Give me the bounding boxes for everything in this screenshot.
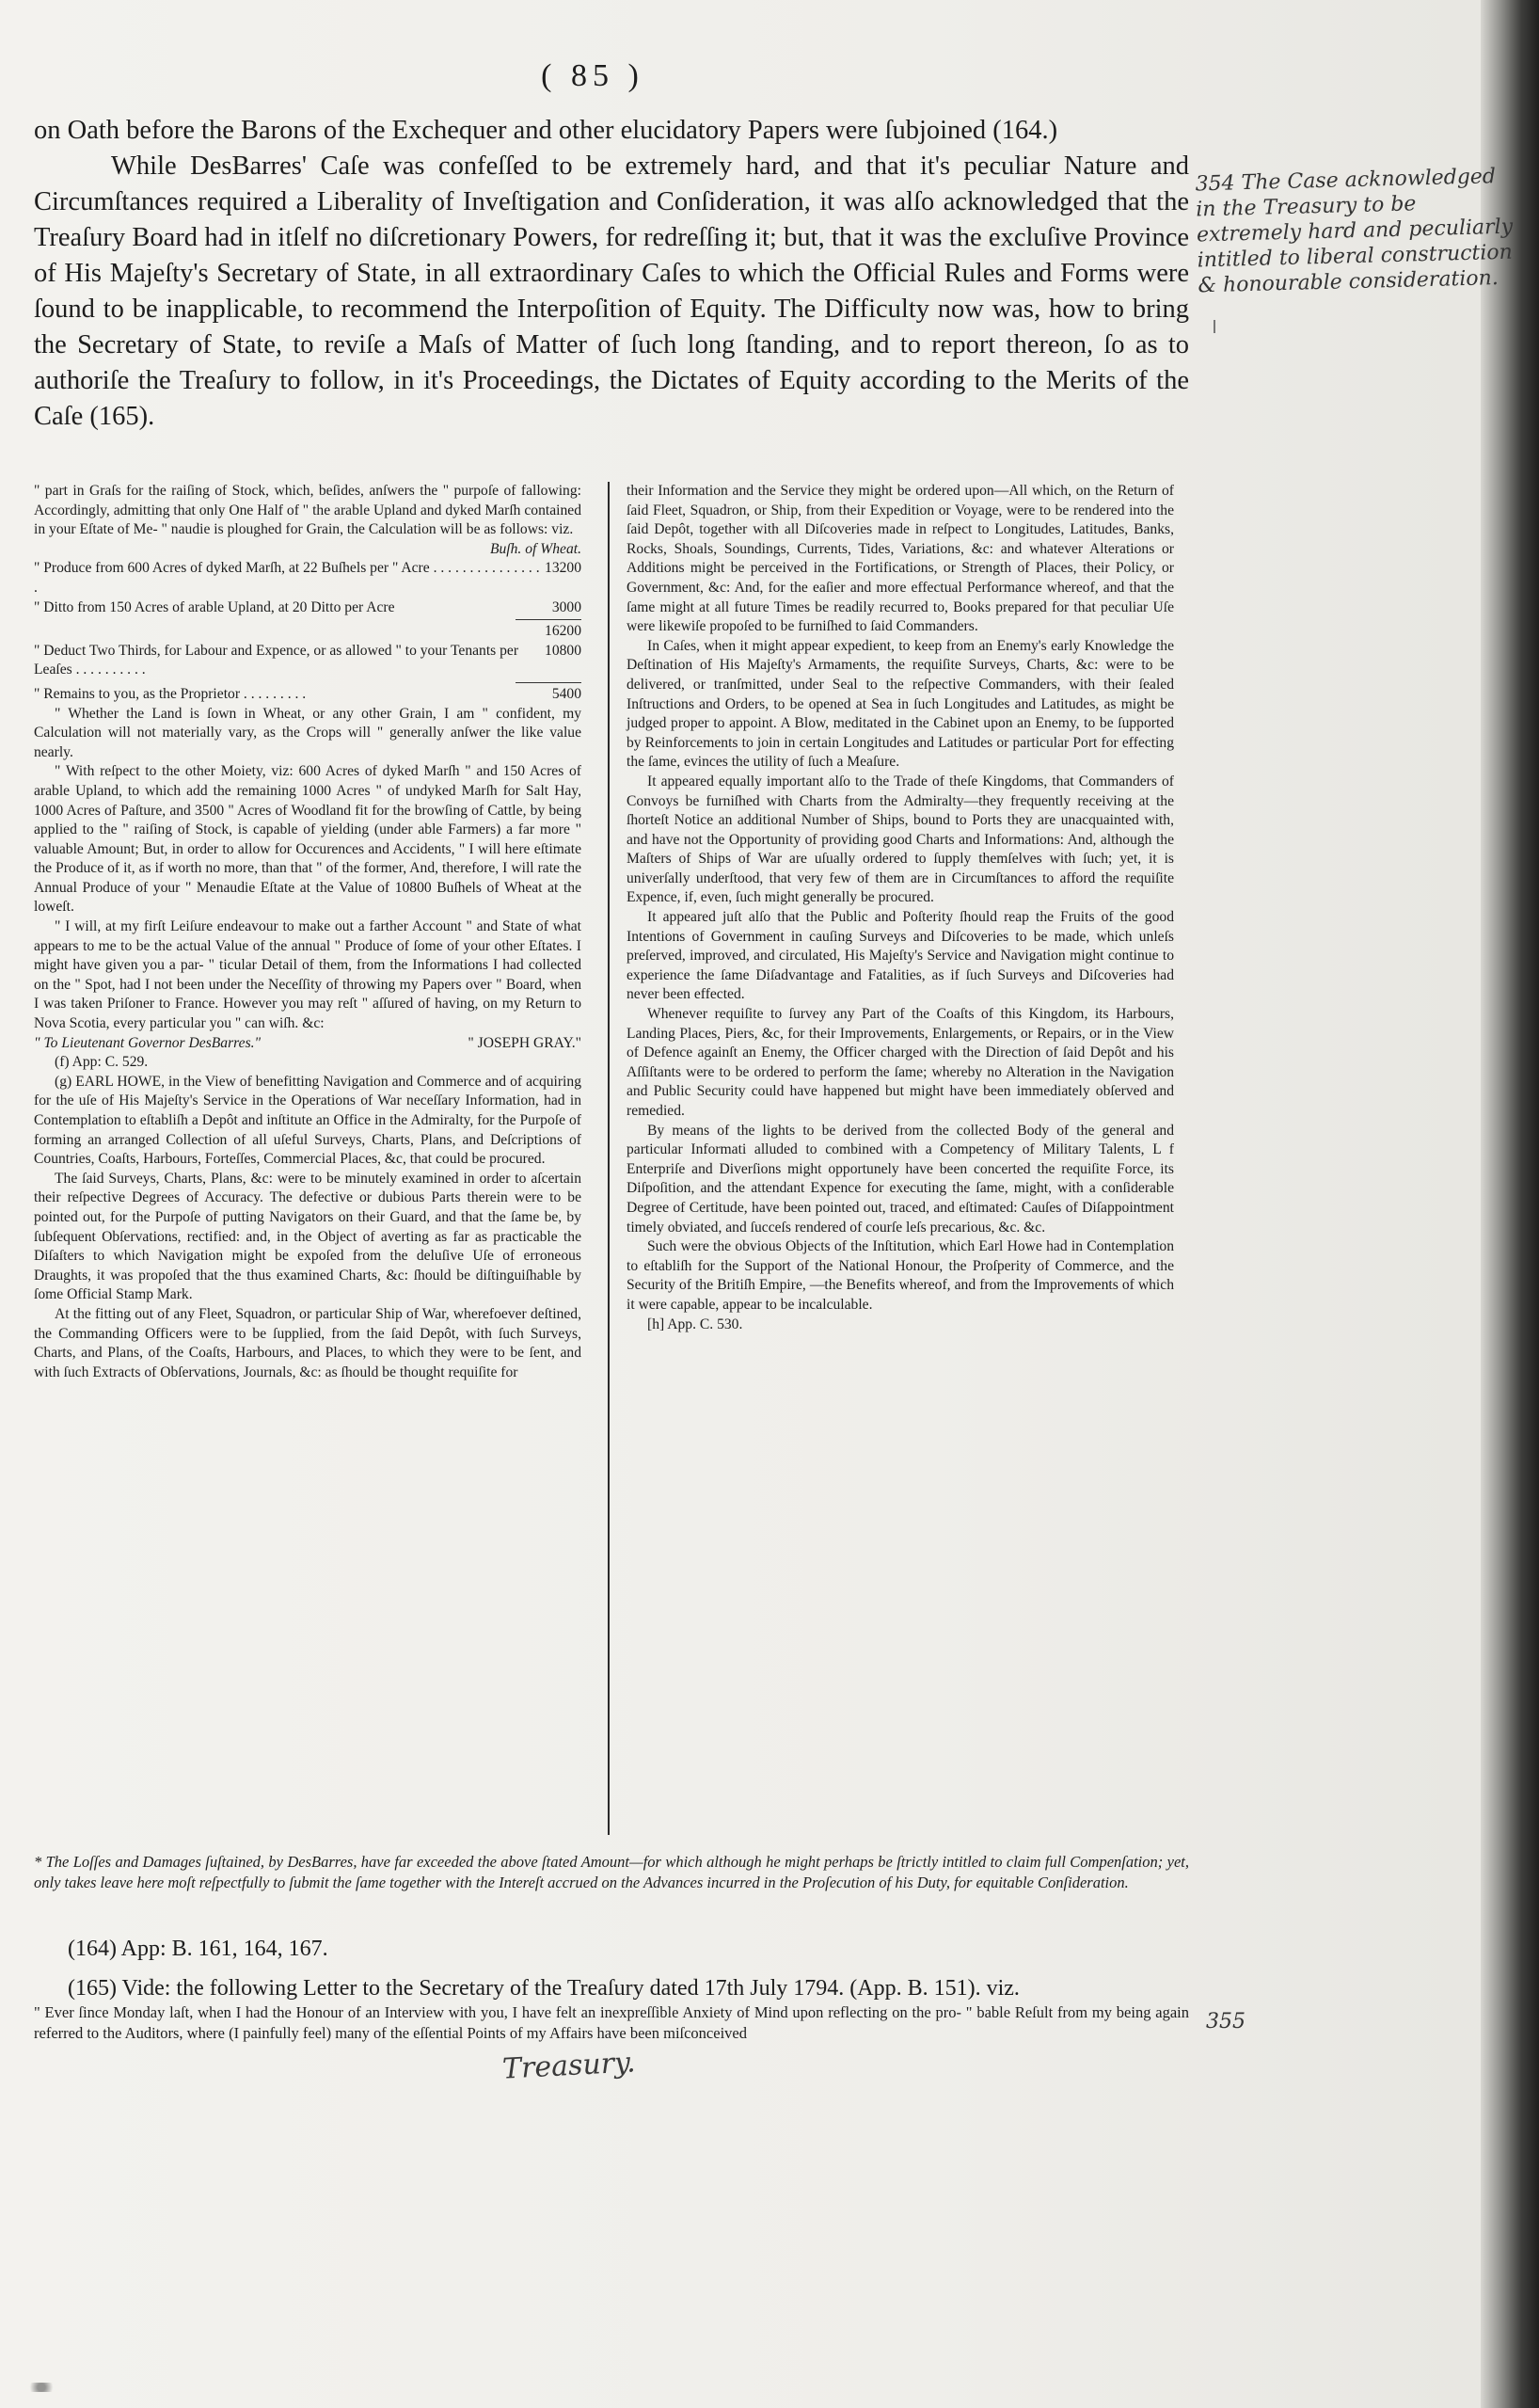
footnote-asterisk: * The Loſſes and Damages ſuſtained, by DesBarres, have far exceeded the above ſtated Amount—for which although he might perhaps be ſtrictly intitled to claim full Compenſation; yet, only takes leave here moſt reſpectfully to ſubmit the ſame together with the Intereſt accrued on the Advances incurred in the Proſecution of his Duty, for equitable Conſideration. xyxy=(34,1853,1189,1891)
table-row-label: " Ditto from 150 Acres of arable Upland, at 20 Ditto per Acre xyxy=(34,598,395,615)
handwritten-bottom-word: Treasury. xyxy=(501,2046,637,2086)
right-paragraph-2: In Caſes, when it might appear expedient, to keep from an Enemy's early Knowledge the Deſtination of His Majeſty's Armaments, the requiſite Surveys, Charts, &c: were to be delivered, or tranſmitted, under Seal to the reſpective Commanders, with their ſealed Inſtructions and Orders, to be opened at Sea in ſuch Longitudes and Latitudes, as might be judged proper to appoint. A Blow, meditated in the Cabinet upon an Enemy, to be ſupported by Reinforcements to join in certain Longitudes and Latitudes or particular Port for effecting the ſame, evinces the utility of ſuch a Meaſure. xyxy=(627,637,1174,771)
table-row-label: " Produce from 600 Acres of dyked Marſh, at 22 Buſhels per " Acre . . . . . . . . . . . . . . . . xyxy=(34,560,540,596)
table-row xyxy=(34,559,581,598)
column-divider xyxy=(608,482,610,1835)
handwritten-margin-number: 355 xyxy=(1206,2010,1245,2033)
right-paragraph-1: their Information and the Service they might be ordered upon—All which, on the Return of ſaid Fleet, Squadron, or Ship, from their Expedition or Voyage, were to be rendered into the ſaid Depôt, together with all Diſcoveries made in reſpect to Longitudes, Latitudes, Banks, Rocks, Shoals, Soundings, Currents, Tides, Variations, &c: and whatever Alterations or Additions might be perceived in the Fortifications, or Strength of Places, their Policy, or Government, &c: And, for the eaſier and more effectual Performance whereof, and that the ſame might at all future Times be readily recurred to, Books prepared for that peculiar Uſe were likewiſe propoſed to be furniſhed to ſaid Commanders. xyxy=(627,483,1174,635)
main-paragraph-1: on Oath before the Barons of the Exchequer and other elucidatory Papers were ſubjoined (164.) xyxy=(34,116,1058,145)
footnote-h: [h] App. C. 530. xyxy=(647,1316,743,1332)
table-row xyxy=(34,622,581,642)
quote-part-3: " With reſpect to the other Moiety, viz: 600 Acres of dyked Marſh " and 150 Acres of arable Upland, to which add the remaining 1000 Acres " of undyked Marſh for Salt Hay, 1000 Acres of Paſture, and 3500 " Acres of Woodland fit for the browſing of Cattle, by being applied to the " raiſing of Stock, is capable of yielding (under able Farmers) a far more " valuable Amount; But, in order to allow for Occurences and Accidents, " I will here eſtimate the Produce of it, as if worth no more, than that " of the former, And, therefore, I will rate the Annual Produce of your " Menaudie Eſtate at the Value of 10800 Buſhels of Wheat at the loweſt. xyxy=(34,763,581,916)
right-paragraph-3: It appeared equally important alſo to the Trade of theſe Kingdoms, that Commanders of Convoys be furniſhed with Charts from the Admiralty—they frequently receiving at the ſhorteſt Notice an additional Number of Ships, bound to Ports they are unacquainted with, and have not the Opportunity of providing good Charts and Informations: And, although the Maſters of Ships of War are uſually ordered to ſupply themſelves with ſuch; yet, it is univerſally underſtood, that very few of them are in Circumſtances to afford the requiſite Expence, if, even, ſuch might generally be procured. xyxy=(627,773,1174,906)
sum-rule xyxy=(516,682,581,683)
footnote-g: (g) EARL HOWE, in the View of benefitting Navigation and Commerce and of acquiring for the uſe of His Majeſty's Service in the Operations of War neceſſary Information, had in Contemplation to eſtabliſh a Depôt and inſtitute an Office in the Admiralty, for the Purpoſe of forming an arranged Collection of all uſeful Surveys, Charts, Plans, and Deſcriptions of Countries, Coaſts, Harbours, Forteſſes, Commercial Places, &c, that could be procured. xyxy=(34,1073,581,1168)
right-paragraph-7: Such were the obvious Objects of the Inſtitution, which Earl Howe had in Contemplation to eſtabliſh for the Support of the National Honour, the Proſperity of Commerce, and the Security of the Britiſh Empire, —the Benefits whereof, and from the Improvements of which it were capable, appear to be incalculable. xyxy=(627,1238,1174,1313)
right-column xyxy=(627,482,1174,1334)
table-row xyxy=(34,598,581,618)
paragraph-fitting-out: At the fitting out of any Fleet, Squadron, or particular Ship of War, wherefoever deſtined, the Commanding Officers were to be ſupplied, from the ſaid Depôt, with ſuch Surveys, Charts, and Plans, of the Coaſts, Harbours, and Places, to which they were to be ſent, and with ſuch Extracts of Obſervations, Journals, &c: as ſhould be thought requiſite for xyxy=(34,1305,581,1380)
table-row-value: 10800 xyxy=(545,642,581,659)
scan-speck xyxy=(23,2383,60,2392)
table-row xyxy=(34,685,581,705)
table-row xyxy=(34,642,581,680)
page-edge-shadow xyxy=(1481,0,1539,2408)
handwritten-margin-note: 354 The Case acknowledged in the Treasury to be extremely hard and peculiarly intitled to liberal construction & honourable consideration. xyxy=(1195,165,1514,298)
table-row-label: " Remains to you, as the Proprietor . . . . . . . . . xyxy=(34,685,307,702)
quote-part-4: " I will, at my firſt Leiſure endeavour to make out a farther Account " and State of what appears to me to be the actual Value of the annual " Produce of ſome of your other Eſtates. I might have given you a par- " ticular Detail of them, from the Informations I had collected on the " Spot, had I not been under the Neceſſity of throwing my Papers over " Board, when I was taken Priſoner to France. However you may reſt " aſſured of having, on my Return to Nova Scotia, every particular you " can wiſh. &c: xyxy=(34,918,581,1032)
left-column xyxy=(34,482,581,1382)
right-paragraph-6: By means of the lights to be derived from the collected Body of the general and particular Informati alluded to combined with a Competency of Military Talents, L f Enterpriſe and Diverſions might opportunely have been concerted the requiſite Force, its Diſpoſition, and the attendant Expence for executing the ſame, might, with a conſiderable Degree of Certitude, have been pointed out, traced, and eſtimated: Cauſes of Diſappointment timely obviated, and ſucceſs rendered of courſe leſs precarious, &c. &c. xyxy=(627,1122,1174,1236)
footnote-165: (165) Vide: the following Letter to the Secretary of the Treaſury dated 17th July 1794. (App. B. 151). viz. xyxy=(68,1976,1020,2001)
quote-part-2: " Whether the Land is ſown in Wheat, or any other Grain, I am " confident, my Calculation will not materially vary, as the Crops will " generally anſwer the like value nearly. xyxy=(34,705,581,760)
letter-addressee: " To Lieutenant Governor DesBarres." xyxy=(34,1034,262,1051)
margin-dash-mark xyxy=(1214,320,1215,333)
main-paragraph-2: While DesBarres' Caſe was confeſſed to be extremely hard, and that it's peculiar Nature and Circumſtances required a Liberality of Inveſtigation and Conſideration, it was alſo acknowledged that the Treaſury Board had in itſelf no diſcretionary Powers, for redreſſing it; but, that it was the excluſive Province of His Majeſty's Secretary of State, in all extraordinary Caſes to which the Official Rules and Forms were ſound to be inapplicable, to recommend the Interpoſition of Equity. The Difficulty now was, how to bring the Secretary of State, to reviſe a Maſs of Matter of ſuch long ſtanding, and to report thereon, ſo as to authoriſe the Treaſury to follow, in it's Proceedings, the Dictates of Equity according to the Merits of the Caſe (165). xyxy=(34,151,1189,431)
table-row-value: 13200 xyxy=(545,560,581,577)
footnote-f: (f) App: C. 529. xyxy=(55,1054,149,1071)
right-paragraph-5: Whenever requiſite to ſurvey any Part of the Coaſts of this Kingdom, its Harbours, Landing Places, Piers, &c, for their Improvements, Enlargements, or Repairs, or in the View of Defence againſt an Enemy, the Officer charged with the Direction of ſaid Depôt and his Aſſiſtants were to be ordered to perform the ſame; whereby no Alteration in the Navigation and Public Security could have happened but might have been immediately obſerved and remedied. xyxy=(627,1006,1174,1119)
table-row-value: 5400 xyxy=(551,685,581,702)
letter-signature-line xyxy=(34,1034,581,1054)
paragraph-surveys: The ſaid Surveys, Charts, Plans, &c: were to be minutely examined in order to aſcertain their reſpective Degrees of Accuracy. The defective or dubious Parts therein were to be pointed out, for the Purpoſe of putting Navigators on their Guard, and that the ſame be, by ſubſequent Obſervations, rectified: and, in the Object of averting as far as practicable the Diſaſters to which Navigation might be expoſed from the deluſive Uſe of erroneous Draughts, it was propoſed that the thus examined Charts, &c: ſhould be diſtinguiſhable by ſome Official Stamp Mark. xyxy=(34,1170,581,1303)
sum-rule xyxy=(516,619,581,620)
right-paragraph-4: It appeared juſt alſo that the Public and Poſterity ſhould reap the Fruits of the good Intentions of Government in cauſing Surveys and Diſcoveries to be made, which unleſs preſerved, improved, and circulated, His Majeſty's Service and Navigation might continue to experience the ſame Diſadvantage and Fatalities, as if ſuch Surveys and Diſcoveries had never been effected. xyxy=(627,909,1174,1003)
quote-part-1: " part in Graſs for the raiſing of Stock, which, beſides, anſwers the " purpoſe of fallowing: Accordingly, admitting that only One Half of " the arable Upland and dyked Marſh contained in your Eſtate of Me- " naudie is ploughed for Grain, the Calculation will be as follows: viz. xyxy=(34,483,581,538)
page-number: ( 85 ) xyxy=(541,58,644,93)
footnote-165-quote: " Ever ſince Monday laſt, when I had the Honour of an Interview with you, I have felt an inexpreſſible Anxiety of Mind upon reflecting on the pro- " bable Reſult from my being again referred to the Auditors, where (I painfully feel) many of the eſſential Points of my Affairs have been miſconceived xyxy=(34,2003,1189,2042)
table-row-value: 3000 xyxy=(551,598,581,615)
table-row-label: " Deduct Two Thirds, for Labour and Expence, or as allowed " to your Tenants per Leaſes . . . . . . . . . . xyxy=(34,642,519,678)
footnote-164: (164) App: B. 161, 164, 167. xyxy=(68,1937,328,1961)
main-text xyxy=(34,113,1189,435)
letter-signature: " JOSEPH GRAY." xyxy=(468,1034,581,1051)
table-unit-label: Buſh. of Wheat. xyxy=(489,540,581,557)
table-sum-value: 16200 xyxy=(545,623,581,640)
